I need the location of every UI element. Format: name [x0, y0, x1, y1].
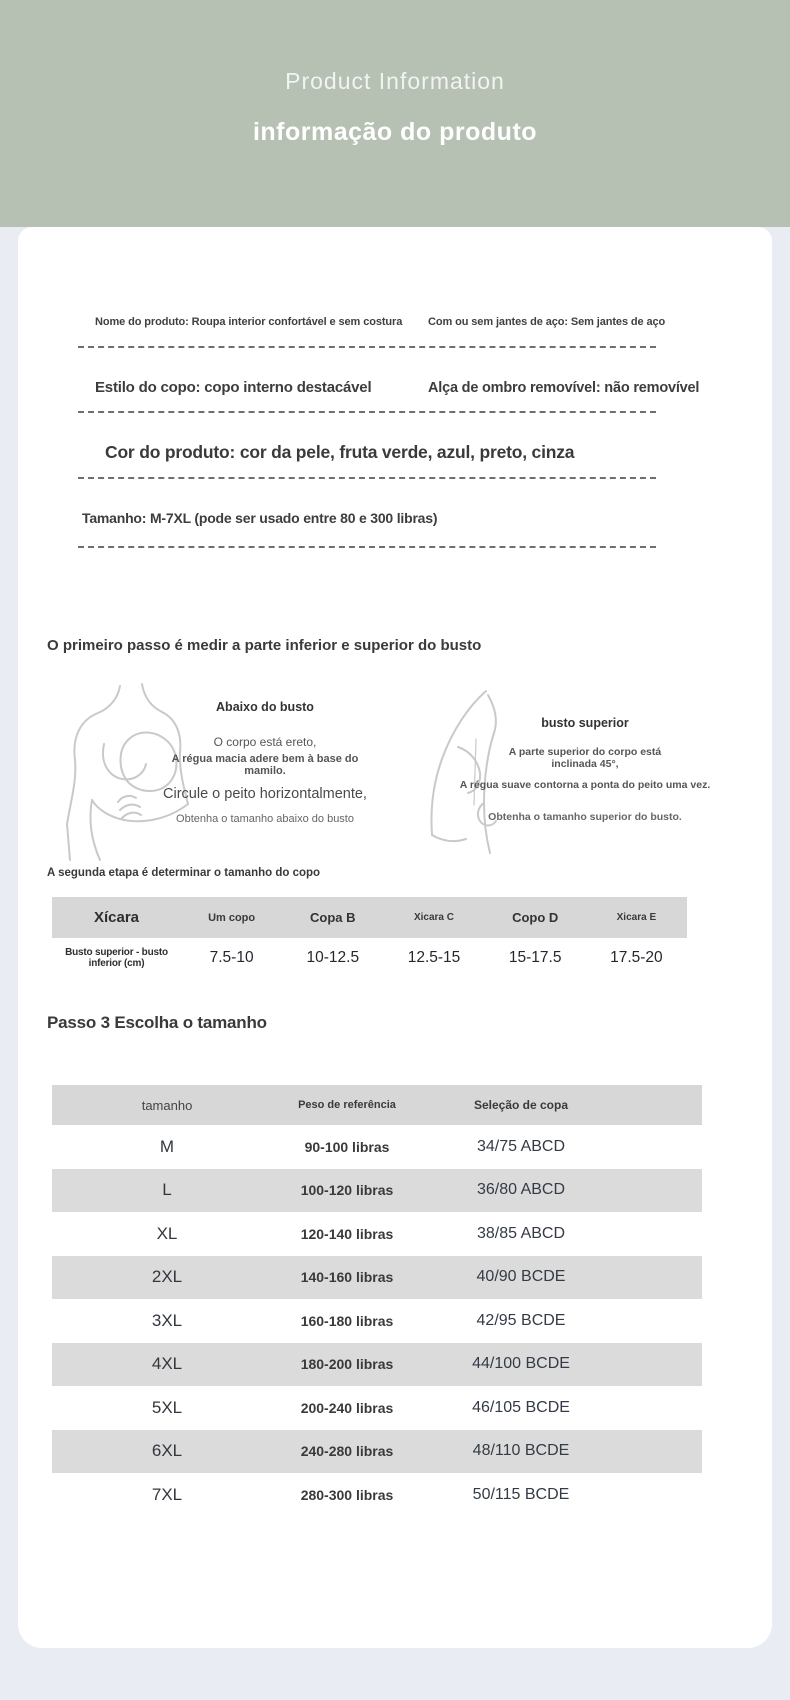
upperbust-line-3: Obtenha o tamanho superior do busto.: [488, 811, 682, 823]
cup-table-data-row: [52, 938, 687, 978]
size-table-cell: 90-100 libras: [304, 1138, 390, 1155]
size-table-cell: 50/115 BCDE: [472, 1485, 570, 1503]
size-table-cell: 7XL: [151, 1484, 183, 1504]
size-header-weight: Peso de referência: [298, 1099, 396, 1111]
size-table-row: [52, 1169, 702, 1213]
underbust-title: Abaixo do busto: [216, 700, 314, 714]
spec-product-name: Nome do produto: Roupa interior confortável e sem costura: [95, 316, 403, 328]
size-table-cell: 200-240 libras: [300, 1399, 394, 1416]
step2-heading: A segunda etapa é determinar o tamanho do copo: [47, 867, 321, 879]
hero-title-portuguese: informação do produto: [252, 118, 538, 146]
cup-header-b: Copa B: [310, 910, 356, 925]
size-table-row: [52, 1386, 702, 1430]
size-table-cell: 100-120 libras: [300, 1182, 394, 1199]
size-table-row: [52, 1256, 702, 1300]
cup-header-c: Xicara C: [413, 912, 454, 923]
size-table-cell: 40/90 BCDE: [476, 1268, 566, 1286]
size-table-cell: 240-280 libras: [300, 1443, 394, 1460]
size-table-cell: 3XL: [151, 1310, 183, 1330]
underbust-line-4: Obtenha o tamanho abaixo do busto: [176, 813, 354, 825]
upperbust-title: busto superior: [541, 716, 629, 730]
cup-header-d: Copo D: [512, 910, 559, 925]
size-table-cell: 2XL: [151, 1267, 183, 1287]
upperbust-line-2: A régua suave contorna a ponta do peito uma vez.: [459, 779, 711, 791]
cup-row-label: Busto superior - busto inferior (cm): [65, 947, 168, 969]
cup-table-header-row: [52, 897, 687, 938]
size-selection-table: [52, 1085, 702, 1517]
size-table-cell: L: [162, 1180, 172, 1200]
size-table-header-row: [52, 1085, 702, 1125]
size-header-cup: Seleção de copa: [473, 1098, 569, 1112]
size-table-cell: 160-180 libras: [300, 1312, 394, 1329]
size-table-cell: 5XL: [151, 1397, 183, 1417]
size-table-cell: 4XL: [151, 1354, 183, 1374]
divider-dashed-2: [78, 411, 656, 413]
size-header-size: tamanho: [141, 1097, 193, 1113]
cup-header-e: Xicara E: [616, 912, 657, 923]
upperbust-measure-illustration: [418, 687, 533, 867]
cup-size-table: [52, 897, 687, 978]
upperbust-line-1: A parte superior do corpo está inclinada 45°,: [508, 746, 662, 770]
cup-value-b: 10-12.5: [306, 949, 360, 966]
size-table-cell: 120-140 libras: [300, 1225, 394, 1242]
size-table-cell: 34/75 ABCD: [476, 1137, 566, 1155]
size-table-cell: 44/100 BCDE: [472, 1355, 570, 1373]
underbust-line-1: O corpo está ereto,: [213, 735, 317, 749]
cup-header-a: Um copo: [208, 911, 256, 924]
size-table-row: [52, 1473, 702, 1517]
size-table-cell: 6XL: [151, 1441, 183, 1461]
size-table-row: [52, 1343, 702, 1387]
size-table-row: [52, 1430, 702, 1474]
cup-value-a: 7.5-10: [209, 949, 254, 966]
cup-header-label: Xícara: [93, 909, 140, 926]
cup-value-c: 12.5-15: [407, 949, 461, 966]
size-table-cell: 42/95 BCDE: [476, 1311, 566, 1329]
size-table-cell: 140-160 libras: [300, 1269, 394, 1286]
size-table-row: [52, 1212, 702, 1256]
spec-size-range: Tamanho: M-7XL (pode ser usado entre 80 e 300 libras): [82, 510, 438, 526]
size-table-cell: 46/105 BCDE: [472, 1398, 570, 1416]
spec-cup-style: Estilo do copo: copo interno destacável: [95, 379, 372, 396]
size-table-cell: M: [159, 1136, 175, 1156]
size-table-cell: 38/85 ABCD: [476, 1224, 566, 1242]
underbust-line-3: Circule o peito horizontalmente,: [163, 786, 367, 802]
step1-heading: O primeiro passo é medir a parte inferior e superior do busto: [47, 637, 482, 654]
size-table-row: [52, 1125, 702, 1169]
size-table-row: [52, 1299, 702, 1343]
hero-banner: [0, 0, 790, 227]
divider-dashed-1: [78, 346, 656, 348]
divider-dashed-4: [78, 546, 656, 548]
hero-title-english: Product Information: [285, 68, 505, 94]
spec-shoulder-strap: Alça de ombro removível: não removível: [428, 380, 700, 396]
spec-product-color: Cor do produto: cor da pele, fruta verde, azul, preto, cinza: [105, 442, 575, 462]
size-table-cell: 48/110 BCDE: [472, 1442, 570, 1460]
size-table-cell: XL: [156, 1223, 178, 1243]
underbust-line-2: A régua macia adere bem à base do mamilo.: [171, 753, 359, 777]
size-table-body: [52, 1125, 702, 1517]
cup-value-d: 15-17.5: [508, 949, 562, 966]
size-table-cell: 280-300 libras: [300, 1486, 394, 1503]
product-info-card: [18, 227, 772, 1648]
cup-value-e: 17.5-20: [610, 949, 663, 966]
spec-steel-rims: Com ou sem jantes de aço: Sem jantes de aço: [428, 316, 666, 328]
step3-heading: Passo 3 Escolha o tamanho: [47, 1013, 267, 1032]
size-table-cell: 180-200 libras: [300, 1356, 394, 1373]
divider-dashed-3: [78, 477, 656, 479]
size-table-cell: 36/80 ABCD: [476, 1181, 566, 1199]
